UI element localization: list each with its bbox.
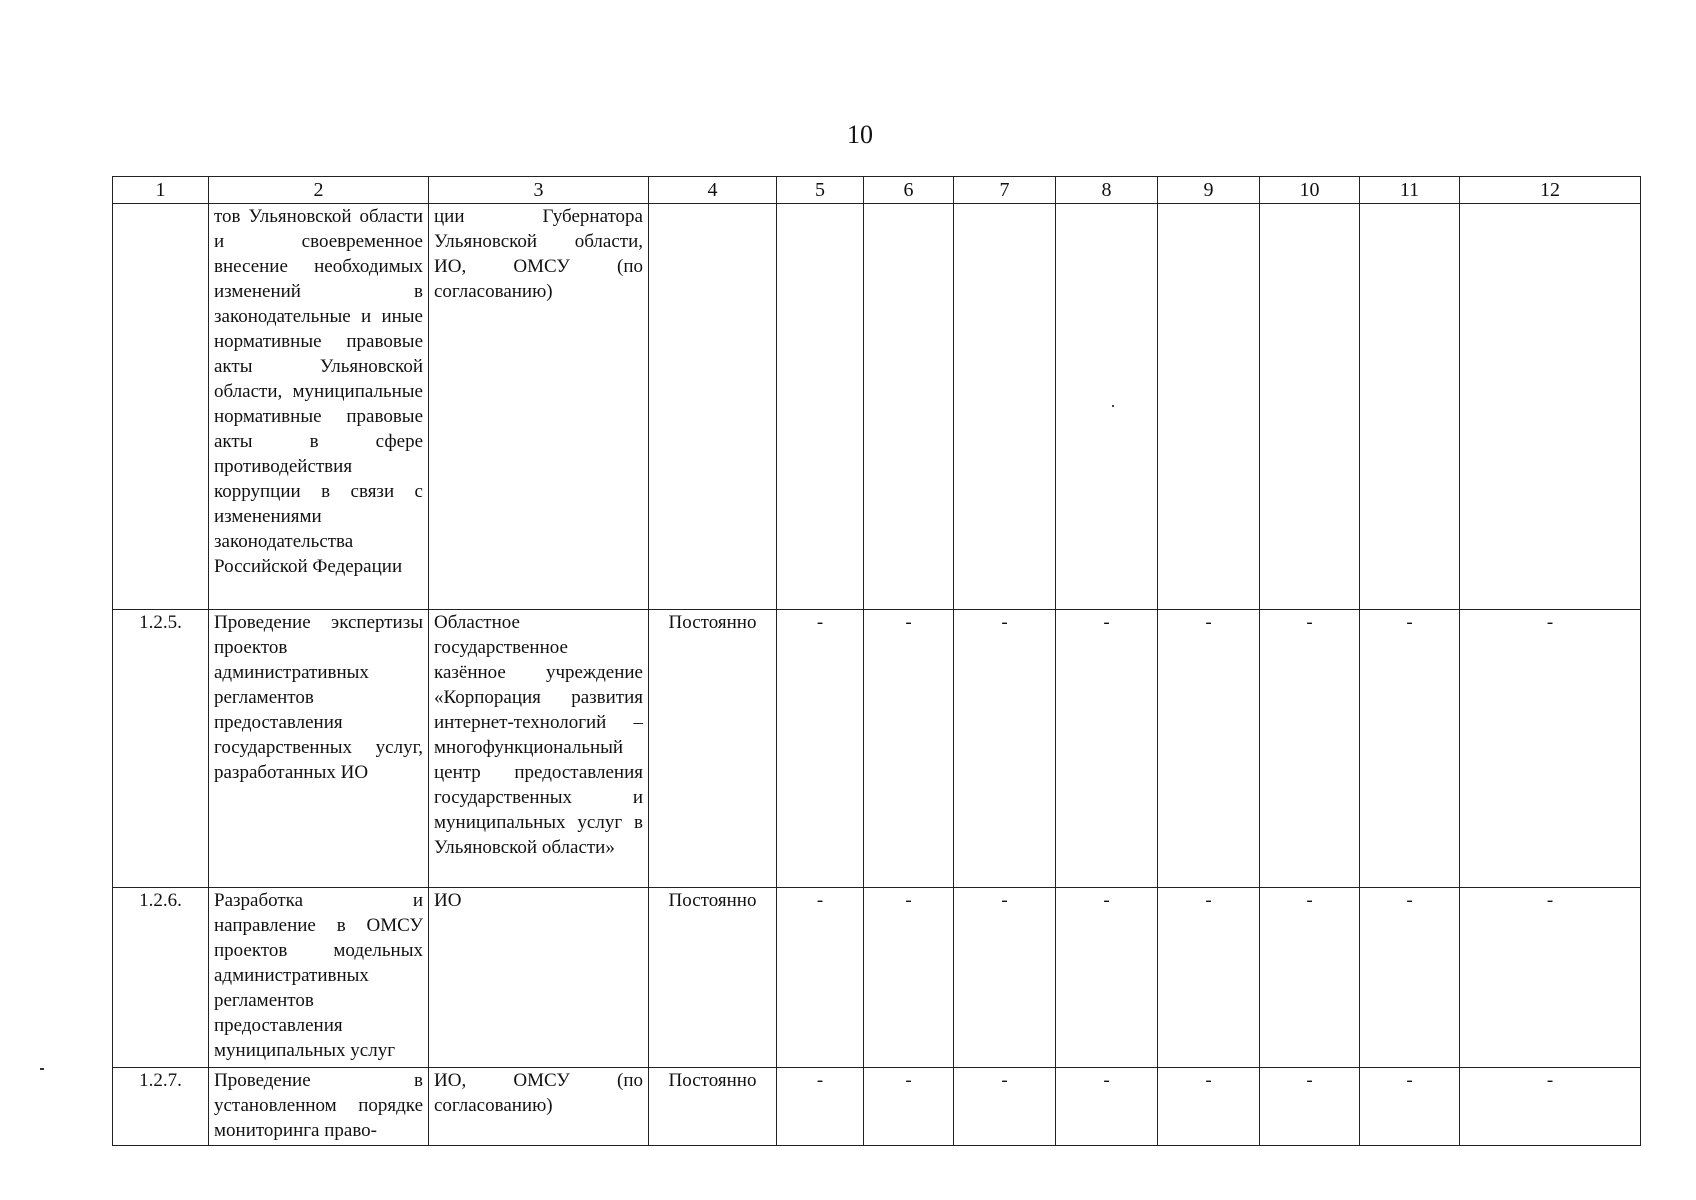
value-cell: - xyxy=(1460,888,1641,1068)
value-cell xyxy=(777,204,864,610)
value-cell xyxy=(1056,204,1158,610)
header-cell: 8 xyxy=(1056,177,1158,204)
table-row xyxy=(113,888,1641,1068)
activity-cell: Разработка и направление в ОМСУ проектов модельных административных регламентов предоставления муниципальных услуг xyxy=(209,888,429,1068)
activity-cell: Проведение экспертизы проектов административных регламентов предоставления государственных услуг, разработанных ИО xyxy=(209,610,429,888)
activity-cell: Проведение в установленном порядке мониторинга право- xyxy=(209,1068,429,1146)
executor-cell: ИО, ОМСУ (по согласованию) xyxy=(429,1068,649,1146)
value-cell: - xyxy=(777,888,864,1068)
header-cell: 4 xyxy=(649,177,777,204)
header-cell: 10 xyxy=(1260,177,1360,204)
table-row xyxy=(113,204,1641,610)
value-cell xyxy=(954,204,1056,610)
scan-mark xyxy=(40,1068,44,1070)
value-cell xyxy=(1260,204,1360,610)
value-cell: - xyxy=(864,1068,954,1146)
value-cell xyxy=(864,204,954,610)
value-cell xyxy=(1158,204,1260,610)
value-cell: - xyxy=(864,888,954,1068)
header-cell: 9 xyxy=(1158,177,1260,204)
header-cell: 12 xyxy=(1460,177,1641,204)
header-cell: 2 xyxy=(209,177,429,204)
value-cell: - xyxy=(1460,610,1641,888)
value-cell: - xyxy=(1260,610,1360,888)
value-cell: - xyxy=(954,888,1056,1068)
row-number: 1.2.7. xyxy=(113,1068,209,1146)
value-cell: - xyxy=(1360,1068,1460,1146)
value-cell: - xyxy=(1360,888,1460,1068)
term-cell: Постоянно xyxy=(649,610,777,888)
executor-cell: ИО xyxy=(429,888,649,1068)
table-row xyxy=(113,1068,1641,1146)
term-cell: Постоянно xyxy=(649,888,777,1068)
page-number: 10 xyxy=(847,120,873,149)
header-cell: 5 xyxy=(777,177,864,204)
header-cell: 3 xyxy=(429,177,649,204)
plan-table xyxy=(112,176,1641,1146)
value-cell: - xyxy=(1360,610,1460,888)
header-cell: 7 xyxy=(954,177,1056,204)
value-cell: - xyxy=(1056,610,1158,888)
value-cell xyxy=(1460,204,1641,610)
value-cell: - xyxy=(1158,888,1260,1068)
value-cell: - xyxy=(1158,610,1260,888)
header-cell: 1 xyxy=(113,177,209,204)
value-cell: - xyxy=(1158,1068,1260,1146)
value-cell: - xyxy=(1260,888,1360,1068)
header-row xyxy=(113,177,1641,204)
value-cell: - xyxy=(1056,1068,1158,1146)
executor-cell: ции Губернатора Ульяновской области, ИО, ОМСУ (по согласованию) xyxy=(429,204,649,610)
value-cell: - xyxy=(864,610,954,888)
value-cell: - xyxy=(954,1068,1056,1146)
term-cell xyxy=(649,204,777,610)
header-cell: 6 xyxy=(864,177,954,204)
value-cell: - xyxy=(777,1068,864,1146)
value-cell: - xyxy=(1460,1068,1641,1146)
value-cell xyxy=(1360,204,1460,610)
row-number: 1.2.5. xyxy=(113,610,209,888)
value-cell: - xyxy=(777,610,864,888)
header-cell: 11 xyxy=(1360,177,1460,204)
executor-cell: Областное государственное казённое учреждение «Корпорация развития интернет-технологий – многофункциональный центр предоставления государственных и муниципальных услуг в Ульяновской области» xyxy=(429,610,649,888)
value-cell: - xyxy=(1260,1068,1360,1146)
value-cell: - xyxy=(1056,888,1158,1068)
term-cell: Постоянно xyxy=(649,1068,777,1146)
row-number xyxy=(113,204,209,610)
activity-cell: тов Ульяновской области и своевременное внесение необходимых изменений в законодательные и иные нормативные правовые акты Ульяновской области, муниципальные нормативные правовые акты в сфере противодействия коррупции в связи с изменениями законодательства Российской Федерации xyxy=(209,204,429,610)
row-number: 1.2.6. xyxy=(113,888,209,1068)
table-row xyxy=(113,610,1641,888)
value-cell: - xyxy=(954,610,1056,888)
